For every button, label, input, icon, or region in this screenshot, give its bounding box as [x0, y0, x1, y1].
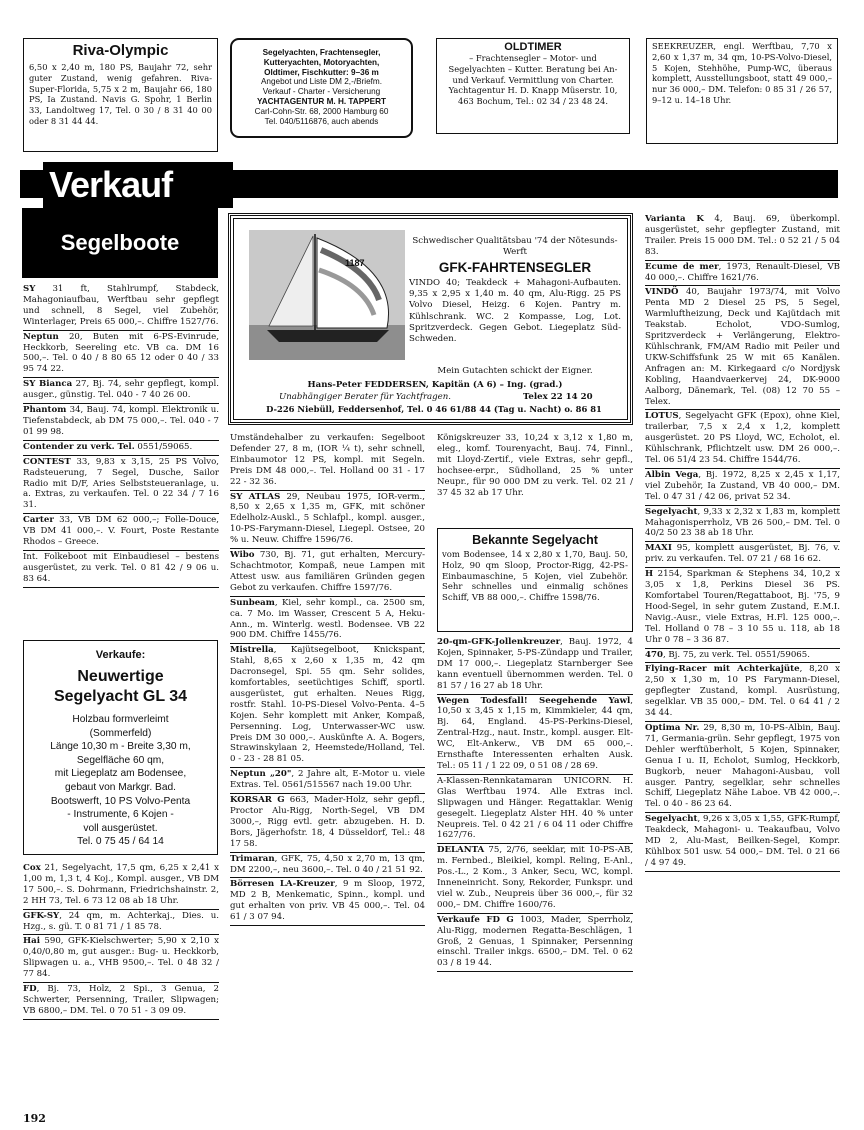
- listing-item: Optima Nr. 29, 8,30 m, 10-PS-Albin, Bauj. 71, Germania-grün. Sehr gepflegt, 1975 von Dehler werftüberholt, 5 Kojen, Spinnaker, Genua I u. II, Echolot, Sumlog, Heckkorb, Bugkorb, neuer Mahagoni-Ausbau, voll ausger. Pantry, segelklar, sehr schnelles Schiff, Liegeplatz Nähe Laboe. VB 42 000,–. Tel. 0 40 - 86 23 64.: [645, 722, 840, 813]
- ad-title: Bekannte Segelyacht: [472, 533, 598, 547]
- page-number: 192: [23, 1112, 46, 1125]
- listing-item: Flying-Racer mit Achterkajüte, 8,20 x 2,50 x 1,30 m, 10 PS Farymann-Diesel, gepflegter Zustand, kompl. Ausrüstung, segelklar. VB 35 000,– DM. Tel. 0 64 41 / 2 34 44.: [645, 663, 840, 722]
- column-4-listings: [645, 213, 840, 1108]
- ad-label: Verkaufe:: [95, 649, 146, 661]
- section-title-box: [22, 208, 218, 278]
- ad-contact-3: D-226 Niebüll, Feddersenhof, Tel. 0 46 61/88 44 (Tag u. Nacht) o. 86 81: [266, 404, 602, 414]
- ad-title: GFK-FAHRTENSEGLER: [438, 260, 592, 275]
- ad-line: Tel. 0 75 45 / 64 14: [77, 836, 164, 848]
- listing-item: Segelyacht, 9,26 x 3,05 x 1,55, GFK-Rumpf, Teakdeck, Mahagoni- u. Teakaufbau, Volvo MD 2, Alu-Mast, Beilken-Segel, Kompr. Kühlbox 501 usw. 54 000,– DM. Tel. 0 21 66 / 4 97 49.: [645, 813, 840, 872]
- ad-contact-2: Unabhängiger Berater für Yachtfragen.: [279, 392, 452, 402]
- listing-item: 470, Bj. 75, zu verk. Tel. 0551/59065.: [645, 649, 840, 664]
- ad-text: vom Bodensee, 14 x 2,80 x 1,70, Bauj. 50, Holz, 90 qm Sloop, Proctor-Rigg, 42-PS-Einbaumaschine, 5 Kojen, viel Zubehör. Sehr schnelles und einmalig schönes Schiff, VB 88 000,–. Chiffre 1598/76.: [442, 550, 628, 604]
- listing-item: MAXI 95, komplett ausgerüstet, Bj. 76, v. priv. zu verkaufen. Tel. 07 21 / 68 16 62.: [645, 542, 840, 568]
- ad-tappert-lines: [236, 48, 407, 126]
- ad-text: 6,50 x 2,40 m, 180 PS, Baujahr 72, sehr guter Zustand, wenig gefahren. Riva-Super-Florida, 5,75 x 2 m, Baujahr 66, 180 PS, Ia Zustand. Navis G. Spohr, 1 Berlin 33, Landoltweg 17, Tel. 0 30 / 8 31 40 00 oder 8 31 44 44.: [29, 62, 212, 126]
- listing-item: Hai 590, GFK-Kielschwerter; 5,90 x 2,10 x 0,40/0,80 m, gut ausger.: Bug- u. Heckkorb, Slipwagen u. a., VHB 9500,–. Tel. 0 48 32 / 77 84.: [23, 935, 219, 983]
- listing-item: FD, Bj. 73, Holz, 2 Spi., 3 Genua, 2 Schwerter, Persenning, Trailer, Slipwagen; VB 6800,– DM. Tel. 0 70 51 - 3 09 09.: [23, 983, 219, 1020]
- ad-line: YACHTAGENTUR M. H. TAPPERT: [256, 96, 387, 106]
- ad-oldtimer: [436, 38, 630, 134]
- ad-line: (Sommerfeld): [89, 727, 152, 739]
- listing-item: Ecume de mer, 1973, Renault-Diesel, VB 40 000,–. Chiffre 1621/76.: [645, 261, 840, 287]
- listing-item: Wegen Todesfall! Seegehende Yawl, 10,50 x 3,45 x 1,15 m, Kimmkieler, 44 qm, Bj. 64, England. 45-PS-Perkins-Diesel, Zentral-Hzg., naut. Instr., kompl. ausger. Elt-WC, Elt-Ankerw., VB DM 65 000,–. Ernsthafte Interessenten erhalten Ausk. Tel.: 05 11 / 1 22 09, 0 51 08 / 28 69.: [437, 695, 633, 775]
- banner-title: Verkauf: [43, 162, 233, 208]
- listing-item: DELANTA 75, 2/76, seeklar, mit 10-PS-AB, m. Fernbed., Bleikiel, kompl. Reling, E-Anl., Pos.-L., 2 Kom., 3 Anker, Secu, WC, kompl. Inneneinricht. Sony, Rekorder, Funkspr. und viel w. Zub., Neupreis über 36 000,–, für 32 000,– DM. Chiffre 1600/76.: [437, 844, 633, 913]
- ad-riva-olympic: [23, 38, 218, 152]
- column-1b-listings: [23, 862, 219, 1102]
- listing-koenigskreuzer: [437, 432, 633, 524]
- listing-item: Albin Vega, Bj. 1972, 8,25 x 2,45 x 1,17, viel Zubehör, Ia Zustand, VB 40 000,– DM. Tel. 0 47 31 / 42 06, privat 52 34.: [645, 469, 840, 506]
- listing-text: Königskreuzer 33, 10,24 x 3,12 x 1,80 m, eleg., komf. Tourenyacht, Bauj. 74, Finnl., mit Lloyd-Zertif., viele Extras, sehr gepfl., hochsee-erpr., Südholland, 25 % unter Neupr., für 90 000 DM zu verk. Tel. 02 21 / 37 45 32 ab 17 Uhr.: [437, 433, 633, 498]
- ad-text: SEEKREUZER, engl. Werftbau, 7,70 x 2,60 x 1,37 m, 34 qm, 10-PS-Volvo-Diesel, 5 Kojen, Stehhöhe, Pump-WC, überaus komplett, Ausstellungsboot, statt 49 000,– nur 36 000,– DM. Telefon: 0 85 31 / 26 57, 9–12 u. 14–18 Uhr.: [652, 41, 832, 105]
- section-title: Segelboote: [60, 230, 180, 255]
- listing-item: 20-qm-GFK-Jollenkreuzer, Bauj. 1972, 4 Kojen, Spinnaker, 5-PS-Zündapp und Trailer, DM 17 000,–. Liegeplatz Starnberger See kann eventuell übernommen werden. Tel. 0 81 57 / 16 27 ab 18 Uhr.: [437, 636, 633, 695]
- listing-item: Segelyacht, 9,33 x 2,32 x 1,83 m, komplett Mahagonisperrholz, VB 26 500,– DM. Tel. 0 40/2 50 23 38 ab 18 Uhr.: [645, 506, 840, 543]
- listing-item: Carter 33, VB DM 62 000,–; Folle-Douce, VB DM 41 000,–. V. Fourt, Poste Restante Rhodos – Greece.: [23, 514, 219, 551]
- column-3-listings: [437, 636, 633, 1106]
- listing-item: Int. Folkeboot mit Einbaudiesel – bestens ausgerüstet, zu verk. Tel. 0 81 42 / 9 06 u. 83 64.: [23, 551, 219, 588]
- ad-note: Mein Gutachten schickt der Eigner.: [437, 366, 593, 376]
- ad-lines: [28, 713, 213, 849]
- sail-number: 1187: [345, 258, 365, 268]
- listing-item: CONTEST 33, 9,83 x 3,15, 25 PS Volvo, Radsteuerung, 7 Segel, Dusche, Sailor Radio mit D/F, Aries Selbststeueranlage, u. a. Extras, zu verkaufen. Tel. 0 22 34 / 7 16 31.: [23, 456, 219, 515]
- ad-title: Riva-Olympic: [72, 42, 169, 59]
- ad-seekreuzer: [646, 38, 838, 144]
- listing-item: Neptun 20, Buten mit 6-PS-Evinrude, Heckkorb, Seereling etc. VB ca. DM 16 500,–. Tel. 0 40 / 8 80 65 12 oder 0 40 / 33 95 74 22.: [23, 331, 219, 379]
- ad-line: Kutteryachten, Motoryachten,: [263, 57, 380, 67]
- listing-item: LOTUS, Segelyacht GFK (Epox), ohne Kiel, trailerbar, 7,5 x 2,4 x 1,2, komplett ausgerüstet. 20 PS Lloyd, WC, Echolot, el. Kühlschrank, Pflichtzelt usw. DM 26 000,–. Tel. 06 51/4 23 54. Chiffre 1544/76.: [645, 410, 840, 469]
- listing-item: A-Klassen-Rennkatamaran UNICORN. H. Glas Werftbau 1974. Alle Extras incl. Slipwagen und Hänger. Regattaklar. Wenig gesegelt. Liegeplatz Alster HH. 40 % unter Neupreis. Tel. 0 42 21 / 6 04 11 oder Chiffre 1627/76.: [437, 775, 633, 844]
- ad-line: Verkauf - Charter - Versicherung: [262, 87, 381, 97]
- ad-line: Angebot und Liste DM 2,-/Briefm.: [260, 77, 383, 87]
- ad-line: Tel. 040/5116876, auch abends: [264, 116, 379, 126]
- listing-item: SY Bianca 27, Bj. 74, sehr gepflegt, kompl. ausger., günstig. Tel. 040 - 7 40 26 00.: [23, 378, 219, 404]
- listing-item: Neptun „20", 2 Jahre alt, E-Motor u. viele Extras. Tel. 0561/515567 nach 19.00 Uhr.: [230, 768, 425, 794]
- listing-item: Varianta K 4, Bauj. 69, überkompl. ausgerüstet, sehr gepflegter Zustand, mit Trailer. Preis 15 000 DM. Tel.: 0 52 21 / 5 04 83.: [645, 213, 840, 261]
- ad-intro: Schwedischer Qualitätsbau '74 der Nötesunds-Werft: [412, 236, 618, 258]
- ad-feddersen: [228, 213, 633, 425]
- ad-line: Carl-Cohn-Str. 68, 2000 Hamburg 60: [254, 106, 389, 116]
- ad-text: – Frachtensegler – Motor- und Segelyachten – Kutter. Beratung bei An- und Verkauf. Vermittlung von Charter. Yachtagentur H. D. Knapp Müserstr. 10, 463 Bochum, Tel.: 02 34 / 23 48 24.: [448, 53, 618, 107]
- listing-item: Börresen LA-Kreuzer, 9 m Sloop, 1972, MD 2 B, Menkematic, Spinn., kompl. und gut erhalten von priv. VB 45 000,–. Tel. 04 61 / 3 07 94.: [230, 878, 425, 926]
- ad-title-2: Segelyacht GL 34: [53, 688, 188, 705]
- ad-telex: Telex 22 14 20: [523, 392, 593, 402]
- listing-item: GFK-SY, 24 qm, m. Achterkaj., Dies. u. Hzg., s. gü. T. 0 81 71 / 1 85 78.: [23, 910, 219, 936]
- ad-title-1: Neuwertige: [77, 668, 164, 685]
- listing-item: KORSAR G 663, Mader-Holz, sehr gepfl., Proctor Alu-Rigg, North-Segel, VB DM 3000,–, Rigg evtl. getr. abzugeben. H. D. Bors, Jägerhofstr. 18, 4 Düsseldorf, Tel.: 48 17 58.: [230, 794, 425, 853]
- listing-item: Umständehalber zu verkaufen: Segelboot Defender 27, 8 m, (IOR ¼ t), sehr schnell, Einbaumotor 12 PS, kompl. mit Segeln. Preis DM 48 000,–. Tel. Holland 00 31 - 17 22 - 32 36.: [230, 432, 425, 491]
- ad-bekannte-segelyacht: [437, 528, 633, 632]
- listing-item: Contender zu verk. Tel. 0551/59065.: [23, 441, 219, 456]
- ad-line: voll ausgerüstet.: [83, 822, 158, 834]
- column-1-listings: [23, 283, 219, 633]
- ad-line: Segelyachten, Frachtensegler,: [262, 48, 381, 57]
- listing-item: Phantom 34, Bauj. 74, kompl. Elektronik u. Tiefenstabdeck, ab DM 75 000,–. Tel. 040 - 7 01 99 98.: [23, 404, 219, 441]
- ad-tappert: [230, 38, 413, 138]
- ad-line: - Instrumente, 6 Kojen -: [67, 809, 174, 821]
- ad-line: Holzbau formverleimt: [72, 714, 169, 725]
- ad-contact-1: Hans-Peter FEDDERSEN, Kapitän (A 6) – Ing. (grad.): [307, 380, 563, 390]
- ad-text: VINDÖ 40; Teakdeck + Mahagoni-Aufbauten. 9,35 x 2,95 x 1,40 m. 40 qm, Alu-Rigg. 25 PS Volvo Diesel, Heizg. 6 Kojen. Pantry m. Kühlschrank. WC. 2 Kompasse, Log, Lot. Spritzverdeck. Gegen Gebot. Liegeplatz Süd-Schweden.: [409, 278, 621, 345]
- sailboat-photo: [249, 230, 405, 360]
- listing-item: Trimaran, GFK, 75, 4,50 x 2,70 m, 13 qm, DM 2200,–, neu 3600,–. Tel. 0 40 / 21 51 92.: [230, 853, 425, 879]
- sailboat-image: [249, 230, 405, 360]
- listing-item: Wibo 730, Bj. 71, gut erhalten, Mercury-Schachtmotor, Kompaß, neue Lampen mit Attest usw. aus familiären Gründen gegen Gebot zu verkaufen. Chiffre 1597/76.: [230, 549, 425, 597]
- listing-item: Sunbeam, Kiel, sehr kompl., ca. 2500 sm, ca. 7 Mo. im Wasser, Crescent 5 A, Heku-Ann., m. Winterlg. westl. Bodensee. VB 22 900 DM. Chiffre 1455/76.: [230, 597, 425, 645]
- listing-item: Cox 21, Segelyacht, 17,5 qm, 6,25 x 2,41 x 1,00 m, 1,3 t, 4 Koj., Kompl. ausger., VB DM 17 500,–. S. Dohrmann, Friedrichshainstr. 2, 2 HH 73, Tel. 6 73 12 08 ab 18 Uhr.: [23, 862, 219, 910]
- listing-item: Verkaufe FD G 1003, Mader, Sperrholz, Alu-Rigg, modernen Regatta-Beschlägen, 1 Groß, 2 Genuas, 1 Spinnaker, Persenning einschl. Trailer inkgs. 6500,– DM. Tel. 0 62 03 / 8 19 44.: [437, 914, 633, 973]
- listing-item: VINDÖ 40, Baujahr 1973/74, mit Volvo Penta MD 2 Diesel 25 PS, 5 Segel, Warmluftheizung, Deck und Kajütdach mit Teakstab. Echolot, VDO-Sumlog, Spritzverdeck + Verlängerung, Elektro-Kühlschrank, FM/AM Radio mit Peiler und UKW-Schiffsfunk 25 W mit 65 Kanälen. Anfragen an: M. Kirkegaard c/o Nordjysk Kobling, Haandvaerkervej 24, DK-9000 Aalborg, Dänemark, Tel. (08) 12 70 55 – Telex.: [645, 286, 840, 410]
- ad-title: OLDTIMER: [504, 41, 562, 53]
- listing-item: SY 31 ft, Stahlrumpf, Stabdeck, Mahagoniaufbau, Werftbau sehr gepflegt und schnell, 8 Segel, viel Zubehör, Winterlager, Preis 65 000,–. Chiffre 1527/76.: [23, 283, 219, 331]
- listing-item: Mistrella, Kajütsegelboot, Knickspant, Stahl, 8,65 x 2,60 x 1,35 m, 42 qm Dacronsegel, Spi. 55 qm. Sehr solides, komfortables, seetüchtiges Schiff, sportl. ausgerüstet, gut erhalten. Neues Rigg, rostfr. Stahl. 10-PS-Diesel Volvo-Penta. 4–5 Kojen. Sehr komplett mit Anker, Kompaß, Persenning. Log, Unterwasser-WC usw. Preis DM 30 000,–. Auskünfte A. A. Bogers, Strawinskylaan 2, Heemstede/Holland, Tel. 0 - 23 - 28 81 05.: [230, 644, 425, 768]
- ad-line: Segelfläche 60 qm,: [76, 754, 165, 766]
- listing-item: SY ATLAS 29, Neubau 1975, IOR-verm., 8,50 x 2,65 x 1,35 m, GFK, mit schöner Edelholz-Auskl., 5 Schlafpl., kompl. ausger., 10-PS-Farymann-Diesel, Liegepl. Ostsee, 20 % u. Neuw. Chiffre 1596/76.: [230, 491, 425, 550]
- ad-line: Länge 10,30 m - Breite 3,30 m,: [50, 741, 191, 753]
- column-2-listings: [230, 432, 425, 1107]
- ad-line: Bootswerft, 10 PS Volvo-Penta: [50, 795, 191, 807]
- ad-line: mit Liegeplatz am Bodensee,: [54, 768, 187, 780]
- ad-line: gebaut von Markgr. Bad.: [65, 781, 176, 793]
- listing-item: H 2154, Sparkman & Stephens 34, 10,2 x 3,05 x 1,8, Perkins Diesel 36 PS. Komfortabel Touren/Regattaboot, Bj. '75, 9 Hood-Segel, in sehr gutem Zustand, E.M.I. Navig.-Ausr., viele Extras, H.Fl. 125 000,–. Tel. Holland 0 78 – 3 10 55 u. 118, ab 18 Uhr 0 78 – 3 36 87.: [645, 568, 840, 648]
- ad-line: Oldtimer, Fischkutter: 9–36 m: [264, 67, 379, 77]
- ad-gl34: [23, 640, 218, 855]
